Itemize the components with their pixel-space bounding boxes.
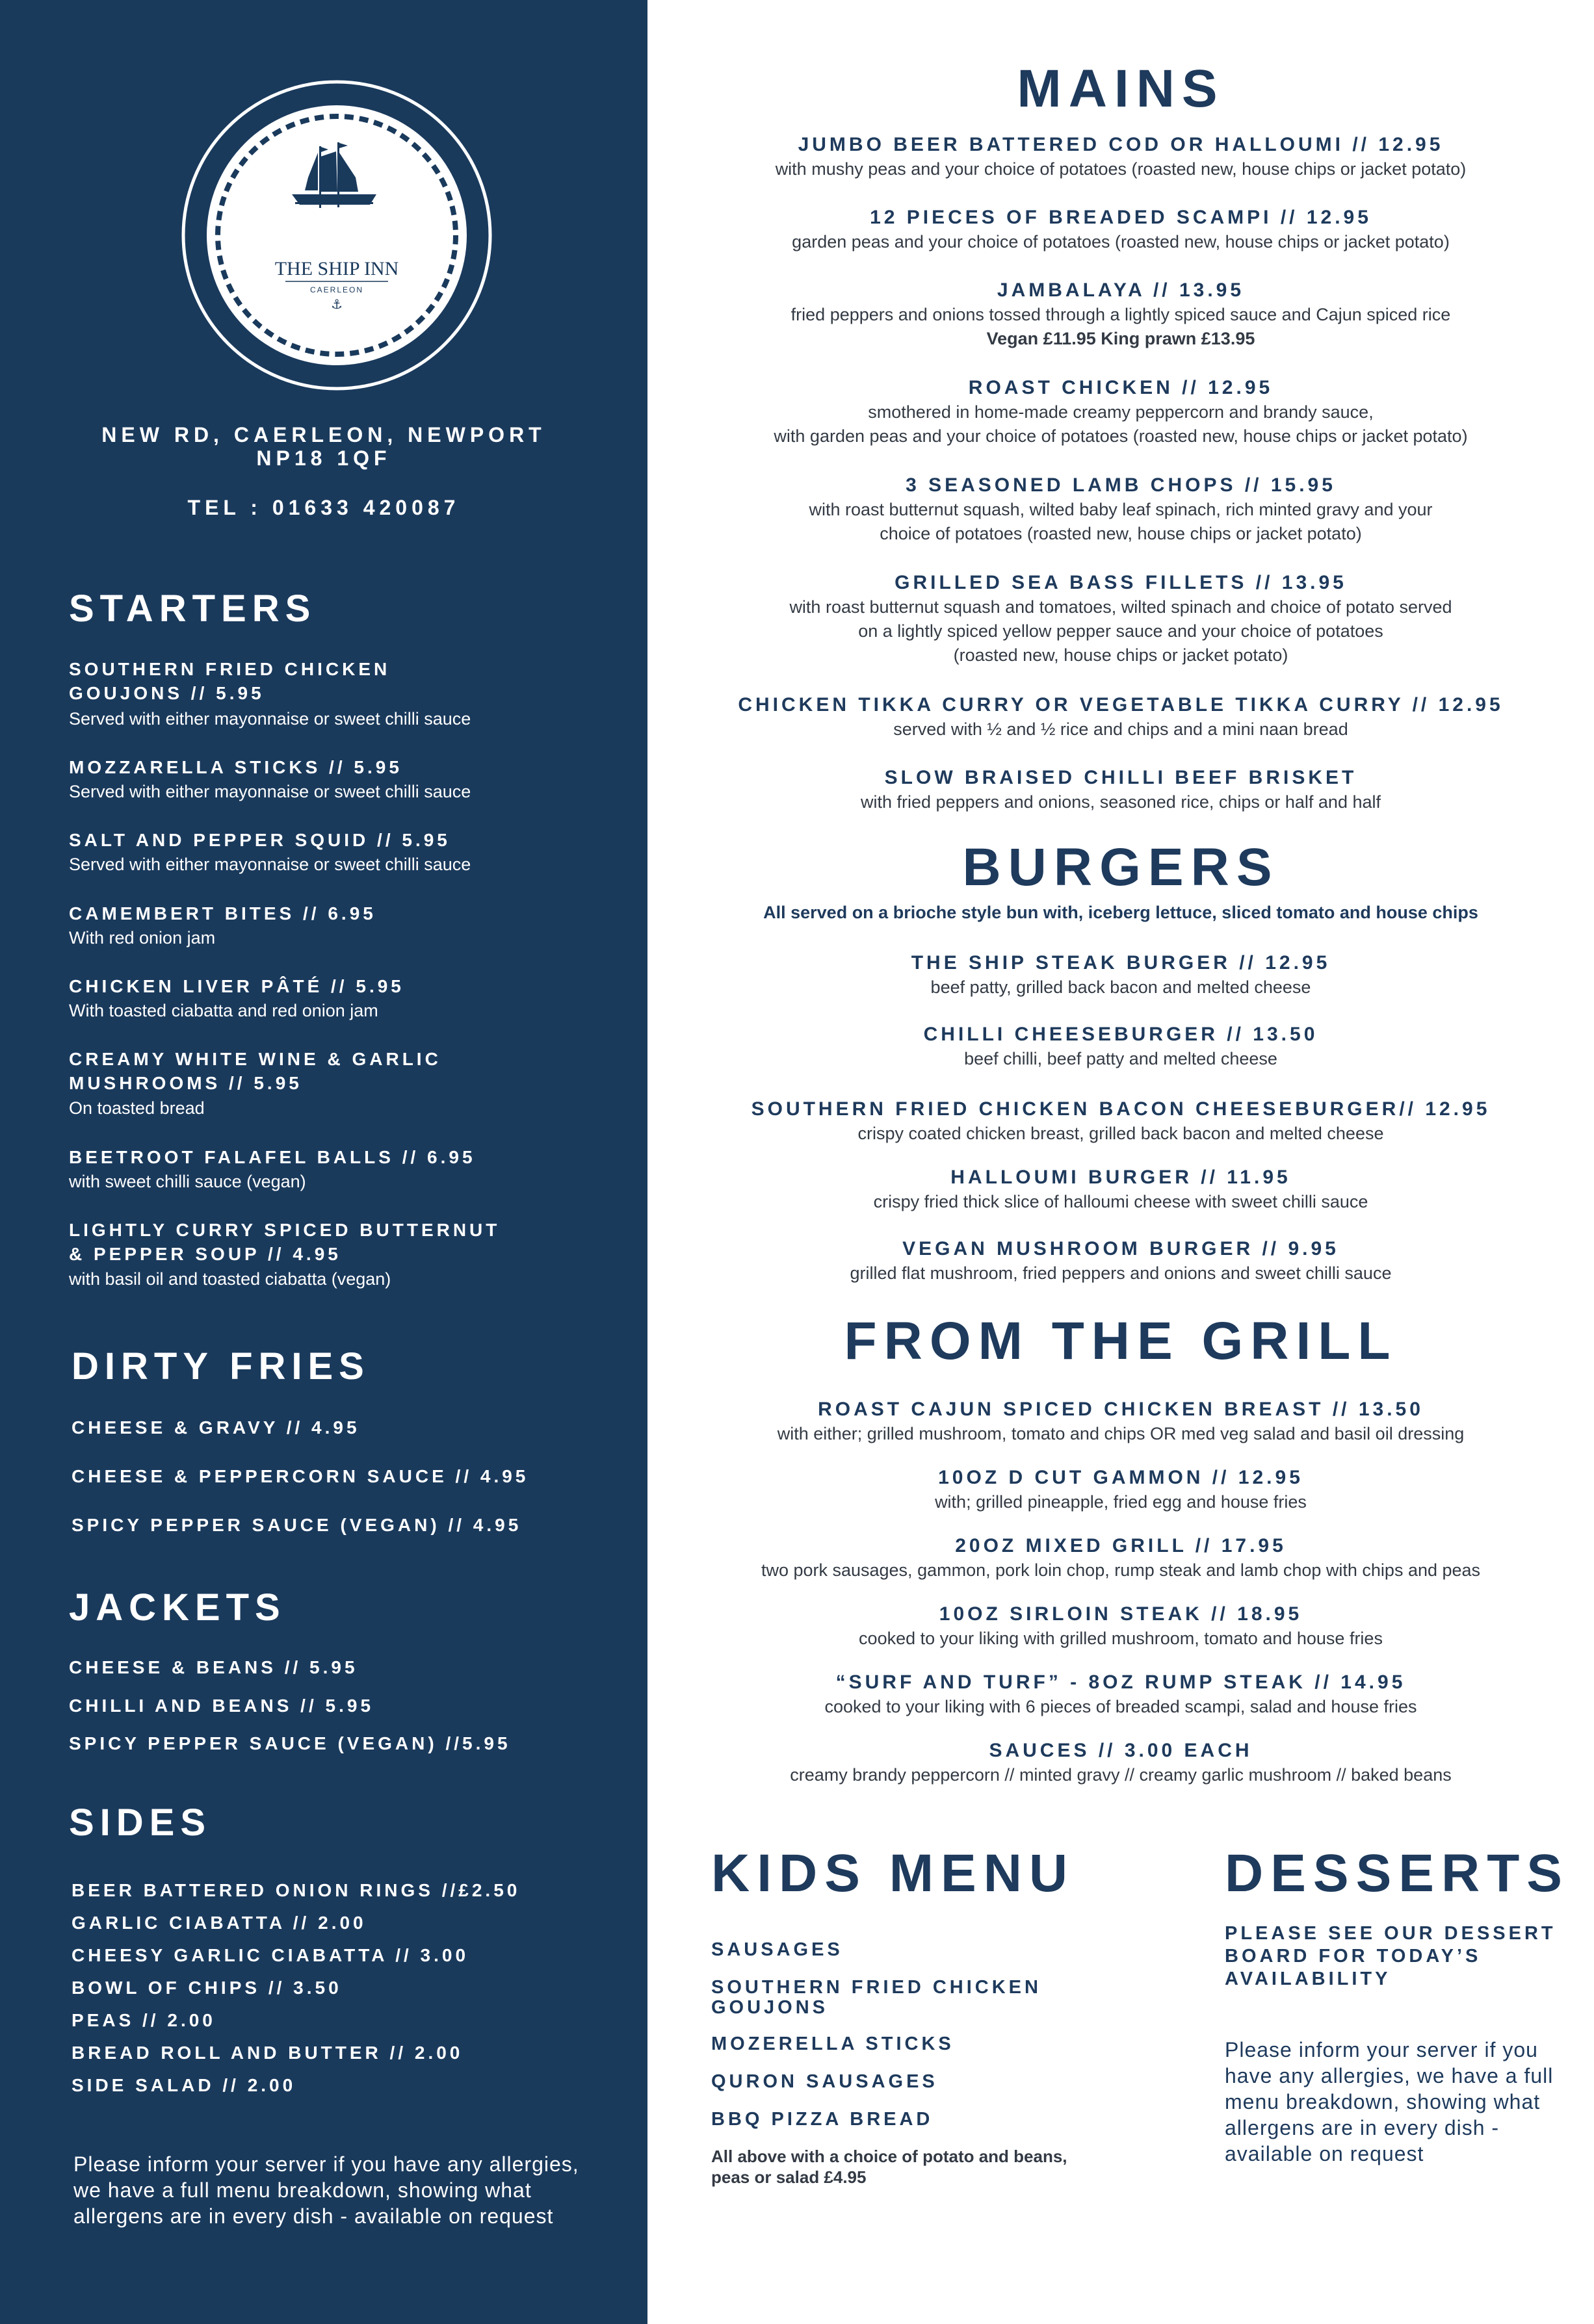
kids-item: MOZERELLA STICKS xyxy=(711,2034,954,2054)
telephone: TEL : 01633 420087 xyxy=(187,496,460,519)
burger-item: CHILLI CHEESEBURGER // 13.50 beef chilli, beef patty and melted cheese xyxy=(923,1024,1318,1068)
address-line-2: NP18 1QF xyxy=(256,446,391,470)
anchor-icon: ⚓ xyxy=(331,296,343,312)
mains-item: CHICKEN TIKKA CURRY OR VEGETABLE TIKKA CURRY // 12.95 served with ½ and ½ rice and chips and a mini naan bread xyxy=(738,694,1504,739)
logo-place: CAERLEON xyxy=(309,285,364,294)
jackets-item: CHILLI AND BEANS // 5.95 xyxy=(69,1696,374,1716)
burger-item: HALLOUMI BURGER // 11.95 crispy fried thick slice of halloumi cheese with sweet chilli sauce xyxy=(873,1167,1368,1211)
left-panel: THE SHIP INN CAERLEON ⚓ NEW RD, CAERLEON, NEWPORT NP18 1QF TEL : 01633 420087 STARTERS SOUTHERN FRIED CHICKEN GOUJONS // 5.95 Served with either mayonnaise or sweet chilli sauce MOZZARELLA STICKS // 5.95 Served with either mayonnaise or sweet chilli sauce SALT AND PEPPER SQUID // 5.95 Served with either mayonnaise or sweet chilli sauce CAMEMBERT BITES // 6.95 With red onion jam CHICKEN LIVER PÂTÉ // 5.95 With toasted ciabatta and red onion jam CREAMY WHITE WINE & GARLIC MUSHROOMS // 5.95 On toasted bread BEETROOT FALAFEL BALLS // 6.95 with sweet chilli sauce (vegan) LIGHTLY CURRY SPICED BUTTERNUT & PEPPER SOUP // 4.95 with basil oil and toasted ciabatta (vegan) DIRTY FRIES CHEESE & GRAVY // 4.95 CHEESE & PEPPERCORN SAUCE // 4.95 SPICY PEPPER SAUCE (VEGAN) // 4.95 JACKETS CHEESE & BEANS // 5.95 CHILLI AND BEANS // 5.95 SPICY PEPPER SAUCE (VEGAN) //5.95 SIDES BEER BATTERED ONION RINGS //£2.50 GARLIC CIABATTA // 2.00 CHEESY GARLIC CIABATTA // 3.00 BOWL OF CHIPS // 3.50 PEAS // 2.00 BREAD ROLL AND BUTTER // 2.00 SIDE SALAD // 2.00 Please inform your server if you have any allergies, we have a full menu breakdown, showing what allergens are in every dish - available on request xyxy=(0,0,647,2324)
sides-heading: SIDES xyxy=(69,1801,212,1844)
desserts-allergy-note: Please inform your server if you have any allergies, we have a full menu breakdown, showing what allergens are in every dish - available on request xyxy=(1225,2038,1554,2165)
grill-heading: FROM THE GRILL xyxy=(844,1311,1398,1371)
jackets-item: CHEESE & BEANS // 5.95 xyxy=(69,1657,358,1677)
burger-item: VEGAN MUSHROOM BURGER // 9.95 grilled flat mushroom, fried peppers and onions and sweet chilli sauce xyxy=(850,1238,1392,1283)
kids-item: SOUTHERN FRIED CHICKEN GOUJONS xyxy=(711,1977,1041,2018)
dirty-fries-item: CHEESE & PEPPERCORN SAUCE // 4.95 xyxy=(72,1466,529,1486)
kids-item: BBQ PIZZA BREAD xyxy=(711,2109,934,2130)
grill-item: 10OZ D CUT GAMMON // 12.95 with; grilled pineapple, fried egg and house fries xyxy=(935,1467,1307,1512)
mains-heading: MAINS xyxy=(1017,59,1225,118)
desserts-text: PLEASE SEE OUR DESSERT BOARD FOR TODAY’S AVAILABILITY xyxy=(1225,1923,1556,1989)
sides-item: BEER BATTERED ONION RINGS //£2.50 xyxy=(72,1880,521,1900)
burgers-note: All served on a brioche style bun with, iceberg lettuce, sliced tomato and house chips xyxy=(763,903,1478,922)
right-panel xyxy=(647,0,1594,2324)
kids-menu-heading: KIDS MENU xyxy=(711,1844,1075,1903)
starters-heading: STARTERS xyxy=(69,587,317,630)
burger-item: SOUTHERN FRIED CHICKEN BACON CHEESEBURGER// 12.95 crispy coated chicken breast, grilled back bacon and melted cheese xyxy=(751,1098,1491,1143)
dirty-fries-item: SPICY PEPPER SAUCE (VEGAN) // 4.95 xyxy=(72,1515,522,1535)
mains-item: JUMBO BEER BATTERED COD OR HALLOUMI // 12.95 with mushy peas and your choice of potatoes (roasted new, house chips or jacket potato) xyxy=(775,134,1467,179)
mains-item: ROAST CHICKEN // 12.95 smothered in home-made creamy peppercorn and brandy sauce, with garden peas and your choice of potatoes (roasted new, house chips or jacket potato) xyxy=(774,377,1468,446)
address-line-1: NEW RD, CAERLEON, NEWPORT xyxy=(101,423,546,446)
burger-item: THE SHIP STEAK BURGER // 12.95 beef patty, grilled back bacon and melted cheese xyxy=(911,952,1331,997)
dirty-fries-heading: DIRTY FRIES xyxy=(72,1345,370,1388)
left-allergy-note: Please inform your server if you have any allergies, we have a full menu breakdown, showing what allergens are in every dish - available on request xyxy=(73,2152,579,2228)
sides-item: BOWL OF CHIPS // 3.50 xyxy=(72,1978,342,1998)
mains-item: 12 PIECES OF BREADED SCAMPI // 12.95 garden peas and your choice of potatoes (roasted new, house chips or jacket potato) xyxy=(792,207,1450,252)
mains-item: 3 SEASONED LAMB CHOPS // 15.95 with roast butternut squash, wilted baby leaf spinach, rich minted gravy and your choice of potatoes (roasted new, house chips or jacket potato) xyxy=(809,474,1433,543)
kids-item: SAUSAGES xyxy=(711,1939,843,1960)
sides-item: CHEESY GARLIC CIABATTA // 3.00 xyxy=(72,1945,469,1965)
grill-item: 10OZ SIRLOIN STEAK // 18.95 cooked to your liking with grilled mushroom, tomato and house fries xyxy=(859,1603,1383,1648)
kids-item: QURON SAUSAGES xyxy=(711,2071,938,2092)
logo-name: THE SHIP INN xyxy=(274,258,399,279)
mains-item: JAMBALAYA // 13.95 fried peppers and onions tossed through a lightly spiced sauce and Cajun spiced rice Vegan £11.95 King prawn £13.95 xyxy=(790,279,1451,348)
mains-item: GRILLED SEA BASS FILLETS // 13.95 with roast butternut squash and tomatoes, wilted spinach and choice of potato served on a lightly spiced yellow pepper sauce and your choice of potatoes (roasted new, house chips or jacket potato) xyxy=(789,572,1452,665)
sides-item: BREAD ROLL AND BUTTER // 2.00 xyxy=(72,2043,464,2063)
grill-item: “SURF AND TURF” - 8OZ RUMP STEAK // 14.95 cooked to your liking with 6 pieces of breaded scampi, salad and house fries xyxy=(824,1672,1417,1716)
kids-note: All above with a choice of potato and beans, peas or salad £4.95 xyxy=(711,2147,1067,2187)
sides-item: SIDE SALAD // 2.00 xyxy=(72,2075,296,2095)
dirty-fries-item: CHEESE & GRAVY // 4.95 xyxy=(72,1417,360,1438)
mains-item: SLOW BRAISED CHILLI BEEF BRISKET with fried peppers and onions, seasoned rice, chips or half and half xyxy=(861,767,1381,812)
grill-item: ROAST CAJUN SPICED CHICKEN BREAST // 13.50 with either; grilled mushroom, tomato and chips OR med veg salad and basil oil dressing xyxy=(777,1399,1465,1443)
desserts-heading: DESSERTS xyxy=(1225,1844,1569,1903)
jackets-item: SPICY PEPPER SAUCE (VEGAN) //5.95 xyxy=(69,1733,511,1753)
sides-item: PEAS // 2.00 xyxy=(72,2010,216,2030)
ship-inn-logo xyxy=(181,80,492,391)
burgers-heading: BURGERS xyxy=(962,838,1279,897)
grill-item: 20OZ MIXED GRILL // 17.95 two pork sausages, gammon, pork loin chop, rump steak and lamb chop with chips and peas xyxy=(761,1535,1481,1580)
grill-item: SAUCES // 3.00 EACH creamy brandy peppercorn // minted gravy // creamy garlic mushroom // baked beans xyxy=(790,1740,1452,1785)
jackets-heading: JACKETS xyxy=(69,1586,286,1629)
sides-item: GARLIC CIABATTA // 2.00 xyxy=(72,1913,367,1933)
